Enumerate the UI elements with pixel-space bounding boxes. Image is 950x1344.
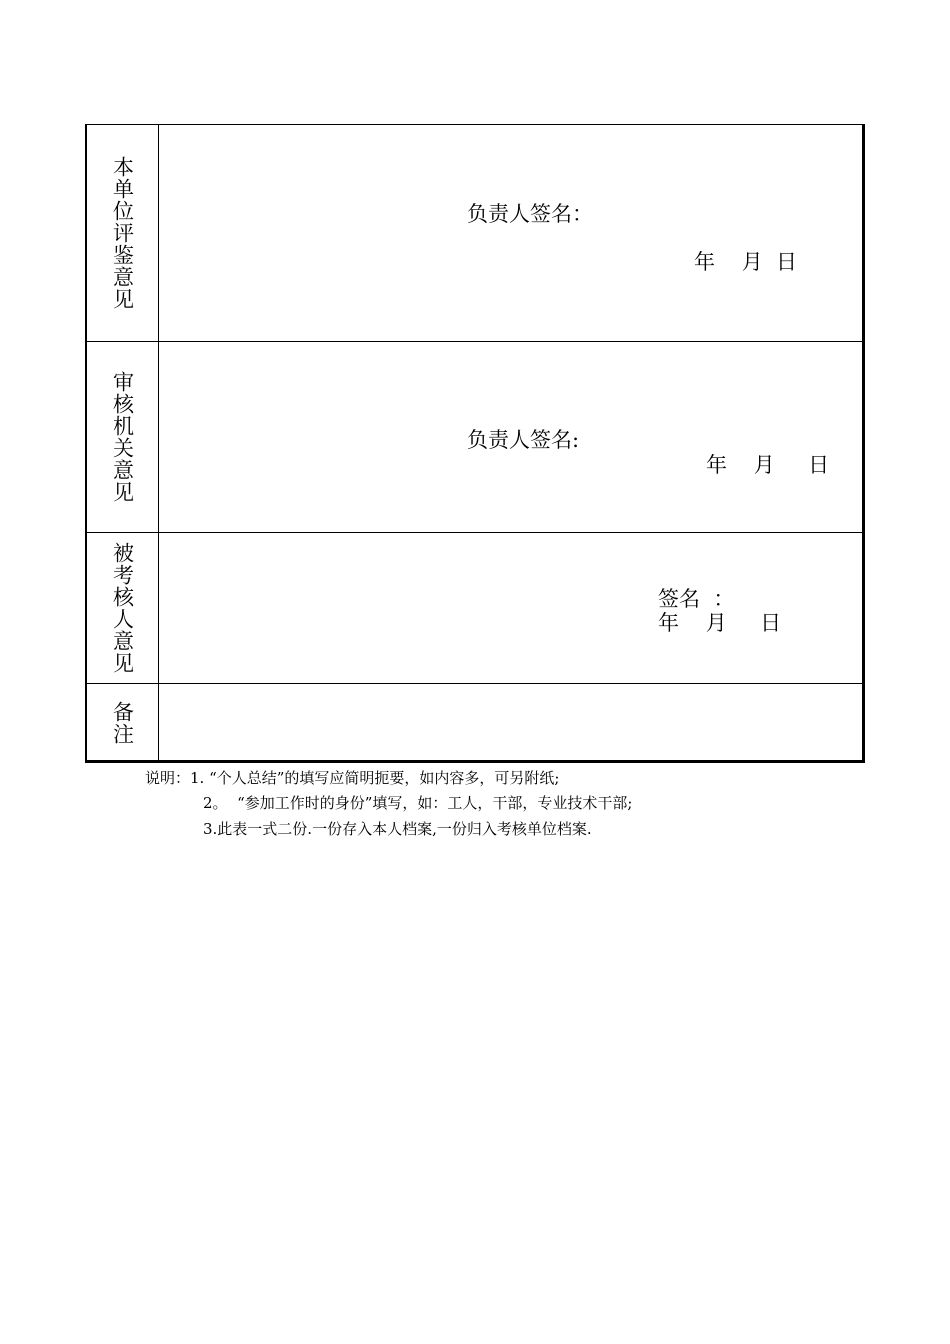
content-cell-review-authority[interactable] [159, 342, 862, 532]
content-cell-unit-evaluation[interactable] [159, 125, 862, 341]
date-label: 年 月 日 [706, 453, 830, 477]
note-line-3: 3.此表一式二份.一份存入本人档案,一份归入考核单位档案. [203, 820, 592, 838]
signature-label: 签名 ： [658, 587, 735, 611]
row-label: 备注 [110, 700, 135, 745]
note-line-2: 2。 “参加工作时的身份”填写，如：工人，干部，专业技术干部; [203, 794, 633, 812]
row-remarks [87, 684, 862, 761]
label-cell-remarks [87, 684, 159, 761]
label-cell-examinee-opinion [87, 533, 159, 683]
label-cell-unit-evaluation [87, 125, 159, 341]
content-cell-examinee-opinion[interactable] [159, 533, 862, 683]
label-cell-review-authority [87, 342, 159, 532]
signature-label: 负责人签名: [467, 428, 580, 452]
row-label: 审核机关意见 [110, 371, 135, 503]
row-examinee-opinion [87, 533, 862, 684]
content-cell-remarks[interactable] [159, 684, 862, 761]
row-label: 本单位评鉴意见 [110, 156, 135, 310]
signature-label: 负责人签名： [467, 202, 593, 226]
evaluation-form-table [85, 124, 865, 763]
row-unit-evaluation [87, 125, 862, 342]
date-label: 年 月 日 [658, 611, 782, 635]
note-line-1: 说明：1. “个人总结”的填写应简明扼要，如内容多，可另附纸; [145, 769, 560, 787]
row-label: 被考核人意见 [110, 542, 135, 674]
date-label: 年 月 日 [694, 250, 798, 274]
row-review-authority [87, 342, 862, 533]
